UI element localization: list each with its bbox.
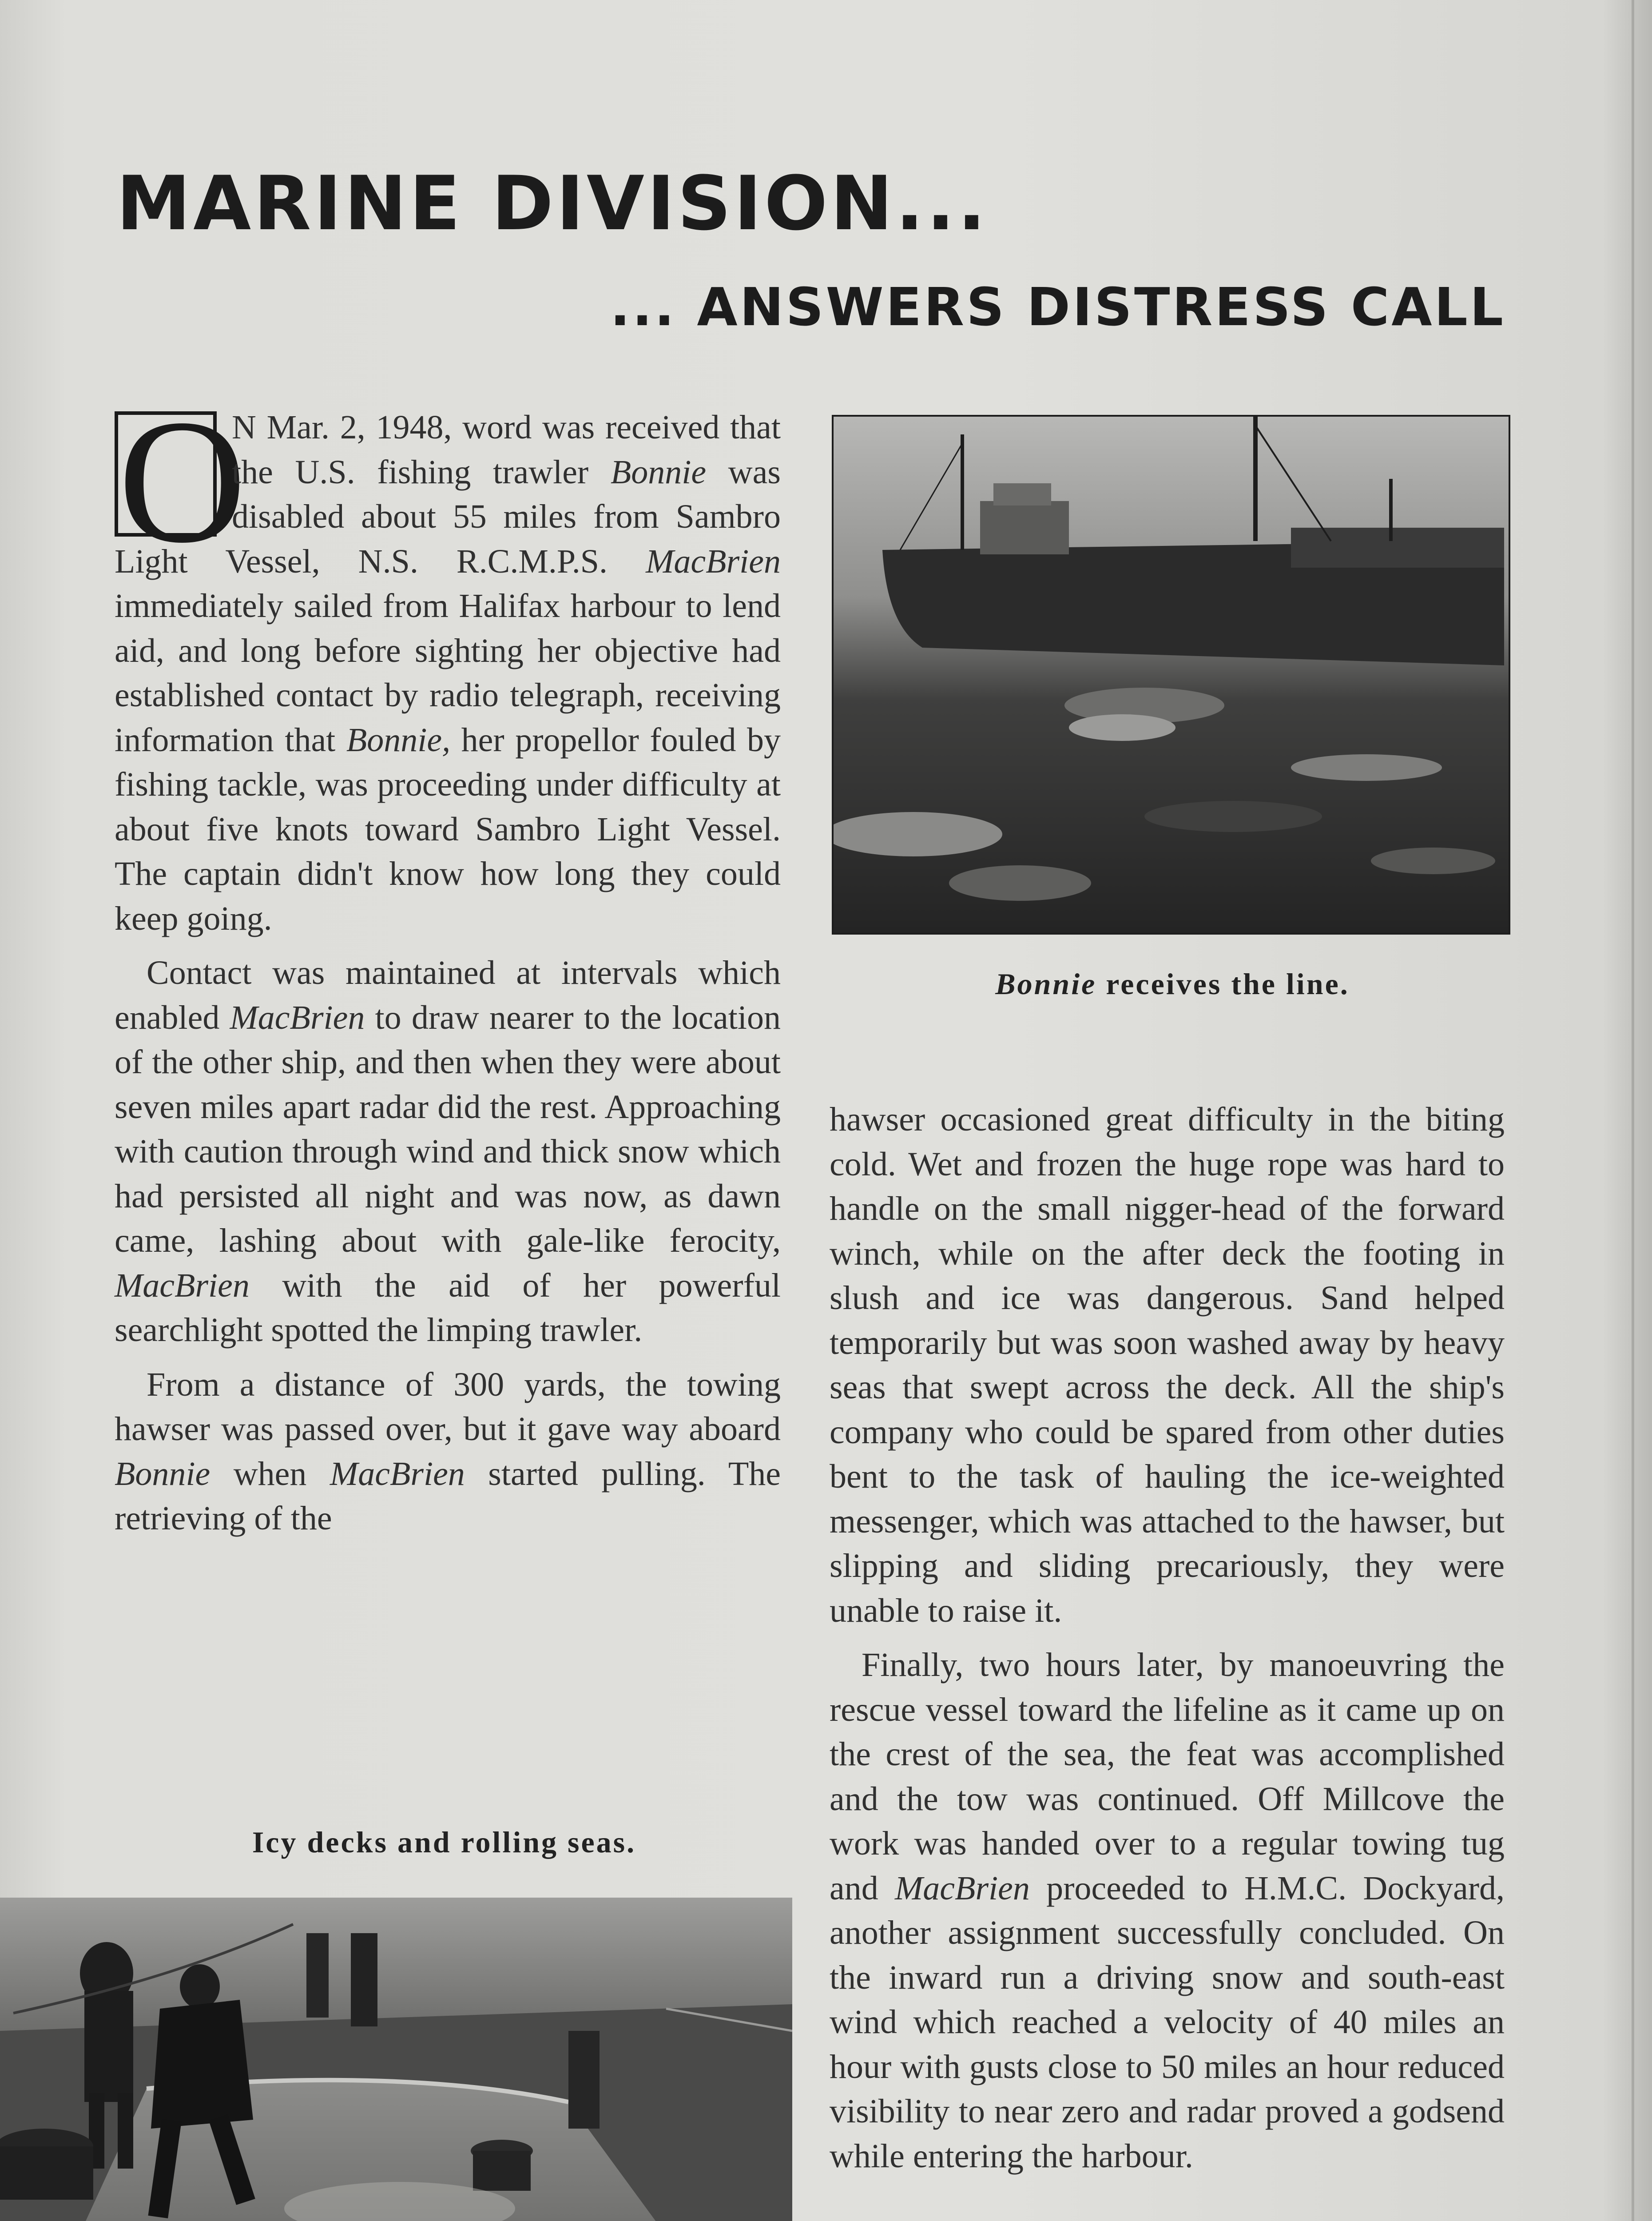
text-run: From a distance of 300 yards, the towing hawser was passed over, but it gave way aboard — [115, 1365, 781, 1448]
text-run: was disabled about 55 miles from Sambro Light Vessel, N.S. R.C.M.P.S. — [115, 453, 781, 580]
text-run: immediately sailed from Halifax harbour to lend aid, and long before sighting her objective had established contact by radio telegraph, receiving information that — [115, 587, 781, 759]
ship-name: MacBrien — [646, 542, 781, 580]
text-run: her propellor fouled by fishing tackle, was proceeding under difficulty at about five knots toward Sambro Light Vessel. The captain didn't know how long they could keep going. — [115, 721, 781, 937]
ship-name: Bonnie — [115, 1455, 210, 1493]
paragraph-5 — [830, 1643, 1505, 2178]
text-run: with the aid of her powerful searchlight spotted the limping trawler. — [115, 1266, 781, 1349]
paragraph-2 — [115, 951, 781, 1353]
photo-icy-deck — [0, 1898, 792, 2221]
text-run: Finally, two hours later, by manoeuvring the rescue vessel toward the lifeline as it came up on the crest of the sea, the feat was accomplished and the tow was continued. Off Millcove the work was handed over to a regular towing tug and — [830, 1646, 1505, 1907]
text-run: started pulling. The retrieving of the — [115, 1455, 781, 1537]
text-run: N Mar. 2, 1948, word was received that the U.S. fishing trawler — [232, 409, 781, 491]
text-run: to draw nearer to the location of the other ship, and then when they were about seven miles apart radar did the rest. Approaching with caution through wind and thick snow which had persisted all night and was now, as dawn came, lashing about with gale-like ferocity, — [115, 999, 781, 1259]
page-title: MARINE DIVISION... — [116, 160, 989, 247]
ship-name: Bonnie, — [346, 721, 451, 759]
paragraph-3 — [115, 1362, 781, 1541]
ship-name: MacBrien — [115, 1266, 250, 1304]
caption-top — [835, 967, 1510, 1002]
page-fold — [1632, 0, 1634, 2221]
ship-name: Bonnie — [610, 453, 707, 491]
ship-name: MacBrien — [894, 1869, 1030, 1907]
photo-trawler — [832, 415, 1510, 935]
ship-name: MacBrien — [330, 1455, 465, 1493]
text-run: Contact was maintained at intervals which enabled — [115, 954, 781, 1036]
text-run: proceeded to H.M.C. Dockyard, another assignment successfully concluded. On the inward run a driving snow and south-east wind which reached a velocity of 40 miles an hour with gusts close to 50 miles an hour reduced visibility to near zero and radar proved a godsend while entering the harbour. — [830, 1869, 1505, 2175]
caption-bottom: Icy decks and rolling seas. — [252, 1825, 636, 1859]
drop-cap: O — [115, 411, 217, 537]
text-run: when — [233, 1455, 307, 1493]
ship-name: MacBrien — [230, 999, 365, 1036]
caption-ship-name: Bonnie — [995, 967, 1097, 1001]
caption-text: receives the line. — [1106, 967, 1350, 1001]
page-subtitle: ... ANSWERS DISTRESS CALL — [610, 276, 1505, 338]
article-column-left — [115, 383, 781, 1551]
paragraph-4: hawser occasioned great difficulty in the biting cold. Wet and frozen the huge rope was hard to handle on the small nigger-head of the forward winch, while on the after deck the footing in slush and ice was dangerous. Sand helped temporarily but was soon washed away by heavy seas that swept across the deck. All the ship's company who could be spared from other duties bent to the task of hauling the ice-weighted messenger, which was attached to the hawser, but slipping and sliding precariously, they were unable to raise it. — [830, 1101, 1505, 1629]
paragraph-1 — [115, 383, 781, 941]
article-column-right — [830, 1097, 1505, 2188]
